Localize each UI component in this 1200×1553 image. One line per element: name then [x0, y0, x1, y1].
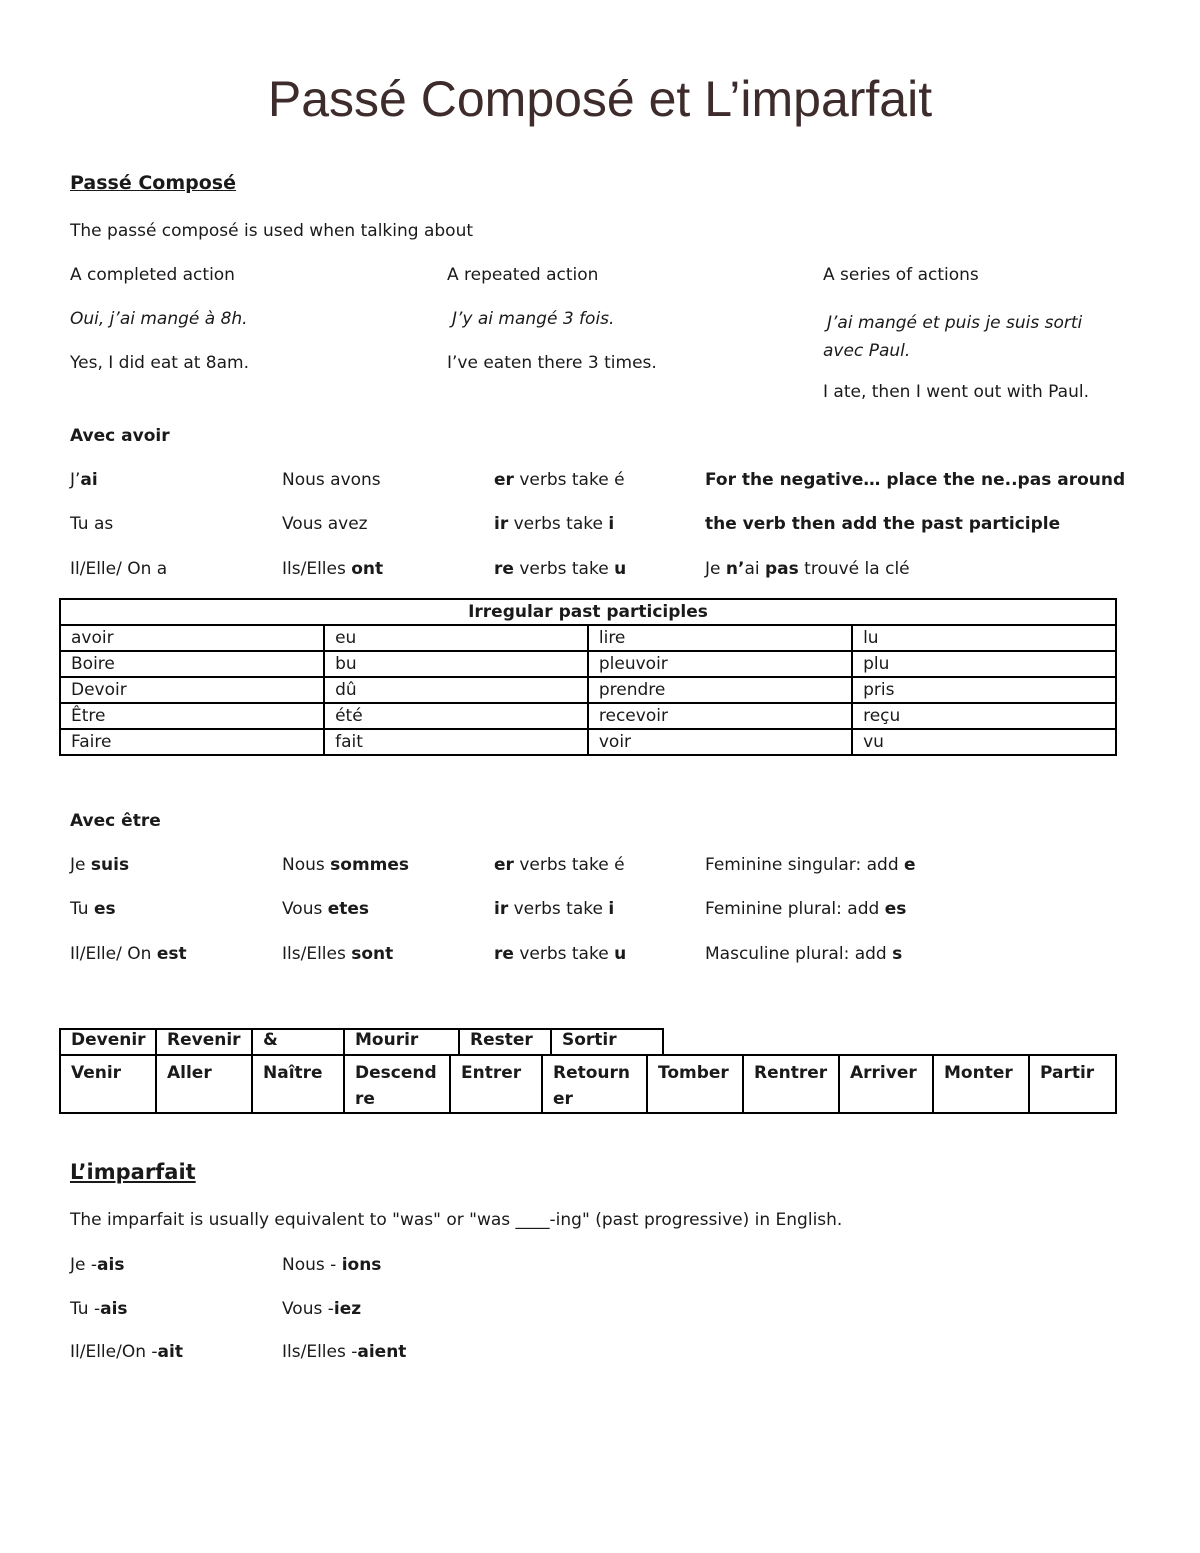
table-cell: Retourner [542, 1055, 647, 1113]
avoir-plural: Vous avez [282, 514, 368, 534]
avoir-verb-ending: er verbs take é [494, 470, 625, 490]
avoir-singular: J’ai [70, 470, 98, 490]
table-cell: Arriver [839, 1055, 933, 1113]
table-cell: Sortir [551, 1029, 663, 1055]
table-header-row [60, 599, 1116, 625]
avoir-plural: Ils/Elles ont [282, 559, 384, 579]
etre-heading: Avec être [70, 811, 161, 831]
avoir-plural: Nous avons [282, 470, 381, 490]
use-example-en: I ate, then I went out with Paul. [823, 382, 1089, 402]
etre-verb-ending: ir verbs take i [494, 899, 615, 919]
table-cell: Devenir [60, 1029, 156, 1055]
table-cell: pleuvoir [588, 651, 852, 677]
table-cell: Revenir [156, 1029, 252, 1055]
imparfait-singular: Il/Elle/On -ait [70, 1342, 183, 1362]
table-cell: Venir [60, 1055, 156, 1113]
imparfait-singular: Tu -ais [70, 1299, 128, 1319]
agreement-note: Feminine singular: add e [705, 855, 916, 875]
table-cell: voir [588, 729, 852, 755]
table-cell: Rester [459, 1029, 551, 1055]
table-cell: Rentrer [743, 1055, 839, 1113]
avoir-heading: Avec avoir [70, 426, 170, 446]
negative-note: For the negative… place the ne..pas around [705, 470, 1126, 490]
table-cell: fait [324, 729, 588, 755]
etre-singular: Tu es [70, 899, 116, 919]
page-title: Passé Composé et L’imparfait [267, 71, 933, 127]
table-cell: avoir [60, 625, 324, 651]
etre-verb-ending: er verbs take é [494, 855, 625, 875]
etre-verbs-bottom-table [59, 1054, 1117, 1114]
table-cell: recevoir [588, 703, 852, 729]
use-example-en: I’ve eaten there 3 times. [447, 353, 657, 373]
negative-note: the verb then add the past participle [705, 514, 1061, 534]
pc-intro: The passé composé is used when talking about [70, 221, 474, 241]
table-cell: Boire [60, 651, 324, 677]
etre-verbs-top-table [59, 1028, 664, 1056]
table-cell: reçu [852, 703, 1116, 729]
use-label: A completed action [70, 265, 235, 285]
etre-singular: Je suis [70, 855, 130, 875]
table-row [60, 651, 1116, 677]
table-cell: Faire [60, 729, 324, 755]
avoir-verb-ending: ir verbs take i [494, 514, 615, 534]
avoir-singular: Tu as [70, 514, 114, 534]
avoir-verb-ending: re verbs take u [494, 559, 627, 579]
irregular-participles-table [59, 598, 1117, 756]
use-example-fr: J’ai mangé et puis je suis sorti avec Paul. [823, 313, 1083, 361]
table-cell: eu [324, 625, 588, 651]
table-cell: lu [852, 625, 1116, 651]
table-cell: & [252, 1029, 344, 1055]
table-cell: Naître [252, 1055, 344, 1113]
etre-plural: Ils/Elles sont [282, 944, 394, 964]
table-row [60, 729, 1116, 755]
imparfait-plural: Nous - ions [282, 1255, 382, 1275]
use-example-en: Yes, I did eat at 8am. [70, 353, 250, 373]
imparfait-plural: Ils/Elles -aient [282, 1342, 407, 1362]
table-cell: Monter [933, 1055, 1029, 1113]
table-row [60, 1055, 1116, 1113]
table-cell: plu [852, 651, 1116, 677]
table-cell: Mourir [344, 1029, 459, 1055]
table-row [60, 677, 1116, 703]
table-cell: Aller [156, 1055, 252, 1113]
use-example-fr: Oui, j’ai mangé à 8h. [70, 309, 248, 329]
agreement-note: Masculine plural: add s [705, 944, 903, 964]
etre-verb-ending: re verbs take u [494, 944, 627, 964]
table-cell: vu [852, 729, 1116, 755]
table-cell: lire [588, 625, 852, 651]
imparfait-plural: Vous -iez [282, 1299, 362, 1319]
table-cell: pris [852, 677, 1116, 703]
use-example-fr: J’y ai mangé 3 fois. [452, 309, 615, 329]
table-cell: Partir [1029, 1055, 1116, 1113]
table-row [60, 1029, 663, 1055]
use-label: A series of actions [823, 265, 979, 285]
table-cell: été [324, 703, 588, 729]
section-heading-passe-compose: Passé Composé [70, 172, 236, 194]
etre-singular: Il/Elle/ On est [70, 944, 187, 964]
table-cell: Tomber [647, 1055, 743, 1113]
section-heading-imparfait: L’imparfait [70, 1160, 196, 1184]
table-cell: bu [324, 651, 588, 677]
avoir-singular: Il/Elle/ On a [70, 559, 168, 579]
negative-example: Je n’ai pas trouvé la clé [705, 559, 910, 579]
use-label: A repeated action [447, 265, 599, 285]
table-cell: dû [324, 677, 588, 703]
table-header: Irregular past participles [60, 599, 1116, 625]
table-cell: Être [60, 703, 324, 729]
etre-plural: Nous sommes [282, 855, 410, 875]
etre-plural: Vous etes [282, 899, 370, 919]
imparfait-singular: Je -ais [70, 1255, 125, 1275]
table-row [60, 703, 1116, 729]
table-cell: prendre [588, 677, 852, 703]
table-cell: Devoir [60, 677, 324, 703]
table-cell: Descendre [344, 1055, 450, 1113]
table-cell: Entrer [450, 1055, 542, 1113]
imparfait-intro: The imparfait is usually equivalent to "was" or "was ____-ing" (past progressive) in English. [70, 1210, 843, 1230]
agreement-note: Feminine plural: add es [705, 899, 907, 919]
table-row [60, 625, 1116, 651]
